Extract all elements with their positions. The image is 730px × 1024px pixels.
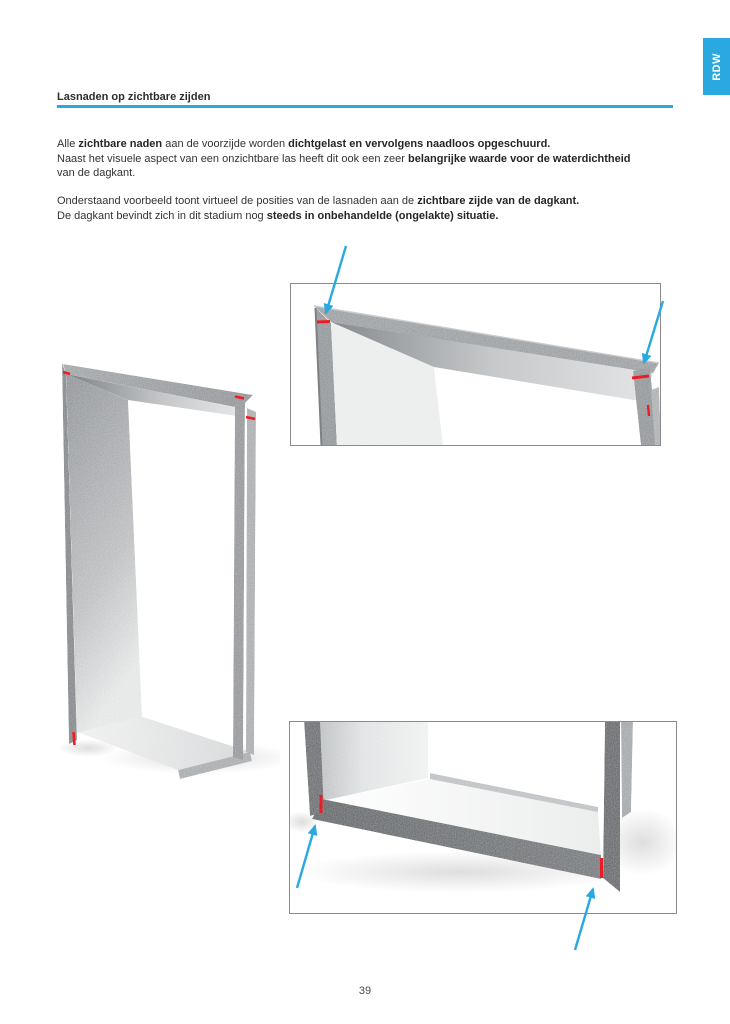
page-number: 39 — [358, 985, 372, 997]
section-heading: Lasnaden op zichtbare zijden — [57, 91, 211, 103]
main-frame-render — [50, 350, 280, 790]
detail-right-flange — [621, 722, 633, 818]
frame-right-jamb — [233, 397, 245, 760]
weld-seam-mark — [317, 322, 330, 323]
rdw-tab — [703, 38, 730, 95]
weld-seam-mark — [648, 405, 649, 416]
paragraph-example: Onderstaand voorbeeld toont virtueel de posities van de lasnaden aan de zichtbare zijde van de dagkant. De dagkant bevindt zich in dit stadium nog steeds in onbehandelde (ongelakte) situatie. — [57, 195, 580, 222]
weld-seam-mark — [632, 376, 649, 378]
detail-view-bottom-corners — [289, 721, 677, 914]
paragraph-intro: Alle zichtbare naden aan de voorzijde worden dichtgelast en vervolgens naadloos opgeschuurd. Naast het visuele aspect van een onzichtbare las heeft dit ook een zeer belangrijke waarde voor de waterdichtheid van de dagkant. — [57, 138, 631, 179]
heading-rule — [57, 105, 673, 108]
frame-body-group — [62, 363, 256, 779]
detail-view-top-corners — [290, 283, 661, 446]
detail-bottom-svg — [290, 722, 676, 913]
rdw-tab-label: RDW — [710, 52, 723, 81]
frame-left-reveal — [66, 374, 142, 733]
main-frame-svg — [50, 350, 280, 790]
detail-right-jamb — [603, 722, 620, 892]
detail-top-svg — [291, 284, 660, 445]
frame-right-flange — [246, 408, 256, 755]
weld-seam-mark — [74, 732, 75, 745]
detail-top-body — [314, 306, 660, 445]
